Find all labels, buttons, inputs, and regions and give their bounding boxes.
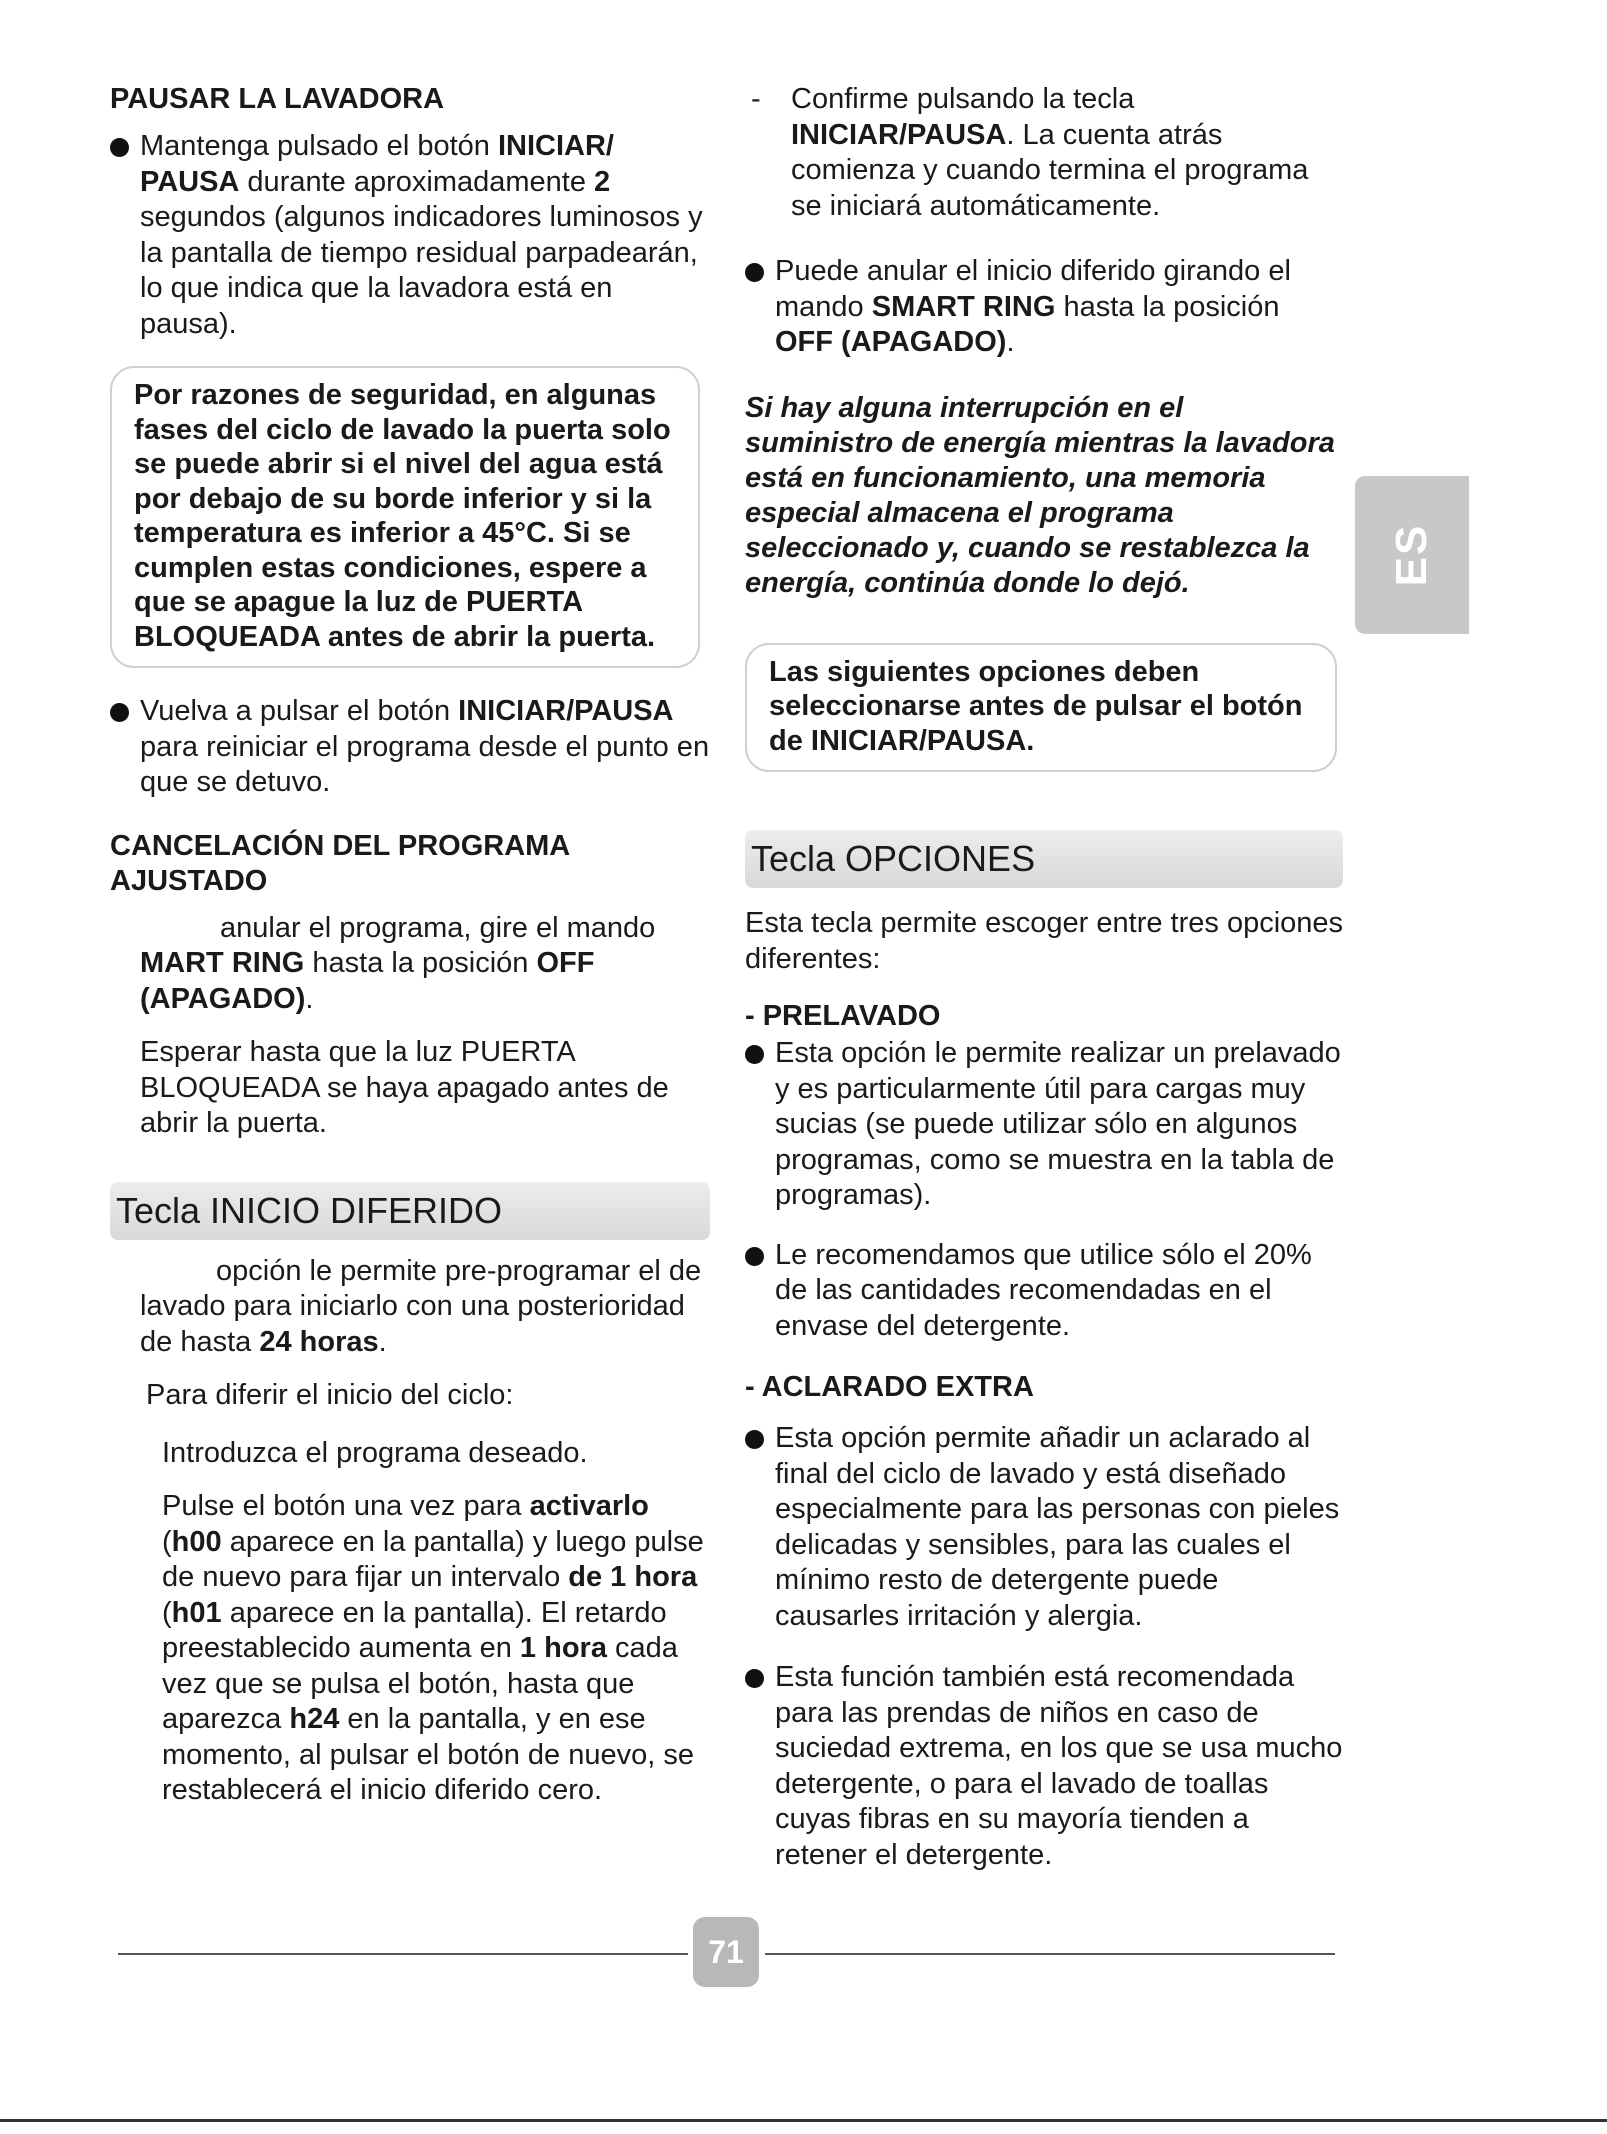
right-column (745, 82, 1345, 1873)
delay-intro-hours: 24 horas (259, 1325, 379, 1358)
delay-step-2-a: Pulse el botón una vez para (162, 1490, 530, 1522)
footer-rule-right (765, 1953, 1335, 1955)
confirm-text: Confirme pulsando la tecla (791, 83, 1135, 115)
delay-step-2-h24: h24 (289, 1703, 340, 1735)
cancel-delay-knob: SMART RING (871, 290, 1056, 323)
delay-step-2-f: de 1 hora (568, 1561, 698, 1593)
cancel-text-a: anular el programa, gire el mando (220, 911, 656, 944)
delay-howto: Para diferir el inicio del ciclo: (146, 1379, 514, 1411)
delay-step-2-c: ( (162, 1525, 172, 1558)
cancel-wait: Esperar hasta que la luz PUERTA BLOQUEADA se haya apagado antes de abrir la puerta. (140, 1036, 669, 1139)
safety-notice-text: Por razones de seguridad, en algunas fases del ciclo de lavado la puerta solo se puede abrir si el nivel del agua está por debajo de su borde inferior y si la temperatura es inferior a 45°C. Si se cumplen estas condiciones, espere a que se apague la luz de PUERTA BLOQUEADA antes de abrir la puerta. (134, 379, 671, 653)
cancel-text-e: . (305, 982, 314, 1015)
delay-intro-text: opción le permite pre-programar el de lavado para iniciarlo con una posterioridad de hasta (140, 1254, 702, 1358)
cancel-delay-text-2: hasta la posición (1055, 290, 1280, 323)
pause-bullet-text-3: segundos (algunos indicadores luminosos y la pantalla de tiempo residual parpadearán, lo que indica que la lavadora está en pausa). (140, 201, 703, 340)
footer-rule-left (118, 1953, 688, 1955)
cancel-delay-off: OFF (APAGADO) (775, 326, 1007, 358)
options-intro: Esta tecla permite escoger entre tres opciones diferentes: (745, 907, 1344, 975)
cancel-delay-bullet (745, 254, 1345, 361)
delay-step-2-i: aparece en la pantalla). El retardo preestablecido aumenta en (162, 1596, 667, 1664)
page-number: 71 (693, 1917, 759, 1987)
prewash-bullet-1: Esta opción le permite realizar un prelavado y es particularmente útil para cargas muy sucias (se puede utilizar sólo en algunos programas, como se muestra en la tabla de programas). (745, 1036, 1345, 1214)
pause-bullet-button-name: INICIAR/ PAUSA (140, 130, 614, 198)
extra-rinse-bullet-1: Esta opción permite añadir un aclarado al final del ciclo de lavado y está diseñado especialmente para las personas con pieles delicadas y sensibles, para las cuales el mínimo resto de detergente puede causarles irritación y alergia. (745, 1421, 1345, 1634)
delay-step-2-h01: h01 (171, 1596, 222, 1629)
delay-section-title: Tecla INICIO DIFERIDO (116, 1189, 503, 1231)
left-column (110, 82, 710, 1809)
delay-intro (110, 1254, 710, 1361)
delay-step-2-j: 1 hora (519, 1632, 607, 1664)
delay-step-2-g: ( (162, 1596, 172, 1629)
confirm-button-name: INICIAR/PAUSA (791, 118, 1007, 151)
pause-heading: PAUSAR LA LAVADORA (110, 83, 445, 115)
cancel-delay-text: Puede anular el inicio diferido girando el mando (775, 255, 1291, 323)
prewash-heading: - PRELAVADO (745, 1000, 941, 1032)
safety-notice-box (110, 366, 700, 668)
language-tab (1355, 476, 1469, 634)
delay-step-2-e: aparece en la pantalla) y luego pulse de nuevo para fijar un intervalo (162, 1525, 704, 1593)
delay-step-2-b: activarlo (529, 1490, 649, 1522)
options-notice-text: Las siguientes opciones deben seleccionarse antes de pulsar el botón de INICIAR/PAUSA. (769, 655, 1303, 757)
resume-bullet (110, 694, 710, 801)
resume-bullet-text: Vuelva a pulsar el botón (140, 695, 459, 727)
page-bottom-edge (0, 2119, 1607, 2122)
delay-step-2 (110, 1489, 710, 1809)
delay-step-2-m: en la pantalla, y en ese momento, al pulsar el botón de nuevo, se restablecerá el inicio diferido cero. (162, 1703, 694, 1806)
pause-bullet-text: Mantenga pulsado el botón (140, 130, 498, 162)
options-section-header (745, 830, 1343, 888)
cancel-text-off: OFF (APAGADO) (140, 947, 595, 1015)
cancel-delay-end: . (1006, 326, 1015, 358)
cancel-heading: CANCELACIÓN DEL PROGRAMA AJUSTADO (110, 829, 570, 897)
extra-rinse-heading: - ACLARADO EXTRA (745, 1371, 1034, 1403)
pause-bullet (110, 129, 710, 342)
extra-rinse-bullet-2: Esta función también está recomendada para las prendas de niños en caso de suciedad extrema, en los que se usa mucho detergente, o para el lavado de toallas cuyas fibras en su mayoría tienden a retener el detergente. (745, 1660, 1345, 1873)
delay-section-header (110, 1182, 710, 1240)
options-section-title: Tecla OPCIONES (751, 838, 1036, 879)
pause-bullet-text-2: durante aproximadamente (239, 165, 595, 198)
confirm-step (745, 82, 1345, 224)
confirm-text-2: . La cuenta atrás comienza y cuando termina el programa se iniciará automáticamente. (791, 118, 1309, 222)
delay-step-2-k: cada vez que se pulsa el botón, hasta que aparezca (162, 1632, 678, 1735)
cancel-text (110, 911, 710, 1018)
prewash-bullet-2: Le recomendamos que utilice sólo el 20% de las cantidades recomendadas en el envase del detergente. (745, 1238, 1345, 1345)
delay-step-1: Introduzca el programa deseado. (162, 1436, 588, 1469)
delay-intro-end: . (378, 1325, 387, 1358)
cancel-text-knob: MART RING (140, 947, 305, 979)
delay-step-2-h00: h00 (171, 1525, 222, 1558)
resume-bullet-text-2: para reiniciar el programa desde el punto en que se detuvo. (140, 730, 710, 798)
pause-bullet-seconds: 2 (594, 165, 611, 198)
resume-bullet-button-name: INICIAR/PAUSA (458, 695, 674, 727)
language-tab-label: ES (1387, 523, 1436, 587)
power-interruption-note: Si hay alguna interrupción en el suministro de energía mientras la lavadora está en funcionamiento, una memoria especial almacena el programa seleccionado y, cuando se restablezca la energía, continúa donde lo dejó. (745, 391, 1335, 599)
cancel-text-c: hasta la posición (304, 947, 537, 979)
options-notice-box (745, 643, 1337, 773)
